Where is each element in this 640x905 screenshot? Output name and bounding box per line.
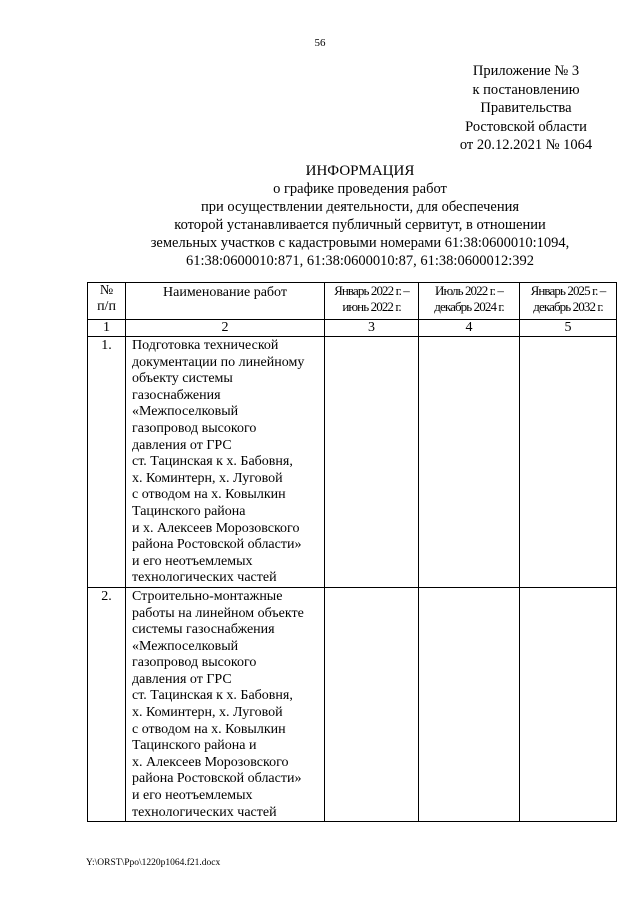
description-line: х. Алексеев Морозовского bbox=[132, 754, 289, 770]
row-number: 2. bbox=[88, 587, 126, 821]
description-line: и его неотъемлемых bbox=[132, 788, 253, 804]
description-line: «Межпоселковый bbox=[132, 404, 239, 420]
row-period-2-cell bbox=[419, 587, 520, 821]
appendix-line: Правительства bbox=[480, 100, 572, 116]
header-work-name: Наименование работ bbox=[126, 283, 325, 320]
header-period-line: Январь 2022 г. – bbox=[334, 283, 409, 298]
appendix-line: к постановлению bbox=[472, 81, 580, 98]
description-line: ст. Тацинская к х. Бабовня, bbox=[132, 688, 293, 704]
header-period-line: декабрь 2032 г. bbox=[533, 299, 603, 314]
description-line: х. Коминтерн, х. Луговой bbox=[132, 705, 283, 721]
description-line: документации по линейному bbox=[132, 354, 305, 370]
table-row bbox=[88, 337, 617, 588]
description-line: с отводом на х. Ковылкин bbox=[132, 721, 286, 737]
header-number-line: п/п bbox=[97, 299, 116, 314]
row-period-1-cell bbox=[325, 337, 419, 588]
description-line: работы на линейном объекте bbox=[132, 605, 304, 621]
title-heading: ИНФОРМАЦИЯ bbox=[305, 163, 415, 179]
column-number: 3 bbox=[325, 320, 419, 337]
description-line: давления от ГРС bbox=[132, 671, 232, 687]
header-period-line: Январь 2025 г. – bbox=[530, 283, 606, 298]
header-period-line: декабрь 2024 г. bbox=[434, 299, 504, 314]
work-schedule-table bbox=[87, 282, 617, 822]
header-period-3 bbox=[520, 283, 617, 320]
header-number-line: № bbox=[99, 283, 114, 298]
document-title bbox=[80, 162, 640, 270]
row-work-description bbox=[126, 337, 325, 588]
description-line: «Межпоселковый bbox=[132, 638, 239, 654]
column-number: 1 bbox=[88, 320, 126, 337]
row-period-3-cell bbox=[520, 337, 617, 588]
title-line: о графике проведения работ bbox=[273, 181, 447, 197]
header-period-1 bbox=[325, 283, 419, 320]
appendix-line: от 20.12.2021 № 1064 bbox=[459, 137, 593, 153]
title-line: 61:38:0600010:871, 61:38:0600010:87, 61:38:0600012:392 bbox=[185, 253, 534, 269]
appendix-reference bbox=[420, 62, 632, 155]
description-line: технологических частей bbox=[132, 570, 277, 586]
header-number bbox=[88, 283, 126, 320]
header-period-2 bbox=[419, 283, 520, 320]
title-line: при осуществлении деятельности, для обеспечения bbox=[200, 199, 520, 215]
table-row bbox=[88, 587, 617, 821]
title-line: которой устанавливается публичный сервитут, в отношении bbox=[174, 217, 546, 233]
page-number: 56 bbox=[314, 37, 326, 49]
description-line: района Ростовской области» bbox=[132, 537, 302, 553]
file-path-footer: Y:\ORST\Ppo\1220p1064.f21.docx bbox=[86, 858, 221, 868]
description-line: газоснабжения bbox=[132, 387, 221, 403]
row-period-1-cell bbox=[325, 587, 419, 821]
column-number: 2 bbox=[126, 320, 325, 337]
description-line: Строительно-монтажные bbox=[132, 588, 283, 604]
column-number: 5 bbox=[520, 320, 617, 337]
row-period-3-cell bbox=[520, 587, 617, 821]
header-period-line: июнь 2022 г. bbox=[342, 299, 401, 314]
description-line: ст. Тацинская к х. Бабовня, bbox=[132, 454, 293, 470]
description-line: Тацинского района и bbox=[132, 738, 257, 754]
description-line: и его неотъемлемых bbox=[132, 553, 253, 569]
row-number: 1. bbox=[88, 337, 126, 588]
description-line: с отводом на х. Ковылкин bbox=[132, 487, 286, 503]
appendix-line: Приложение № 3 bbox=[472, 63, 580, 79]
header-period-line: Июль 2022 г. – bbox=[435, 283, 503, 298]
description-line: Подготовка технической bbox=[132, 338, 279, 353]
description-line: газопровод высокого bbox=[132, 420, 257, 436]
description-line: х. Коминтерн, х. Луговой bbox=[132, 470, 283, 486]
description-line: района Ростовской области» bbox=[132, 771, 302, 787]
description-line: Тацинского района bbox=[132, 503, 246, 519]
table-header-row bbox=[88, 283, 617, 320]
description-line: объекту системы bbox=[132, 371, 233, 387]
appendix-line: Ростовской области bbox=[465, 118, 587, 135]
column-number-row bbox=[88, 320, 617, 337]
description-line: и х. Алексеев Морозовского bbox=[132, 520, 300, 536]
column-number: 4 bbox=[419, 320, 520, 337]
description-line: технологических частей bbox=[132, 804, 277, 820]
description-line: давления от ГРС bbox=[132, 437, 232, 453]
row-work-description bbox=[126, 587, 325, 821]
row-period-2-cell bbox=[419, 337, 520, 588]
description-line: системы газоснабжения bbox=[132, 622, 275, 638]
title-line: земельных участков с кадастровыми номерами 61:38:0600010:1094, bbox=[150, 235, 570, 251]
description-line: газопровод высокого bbox=[132, 655, 257, 671]
